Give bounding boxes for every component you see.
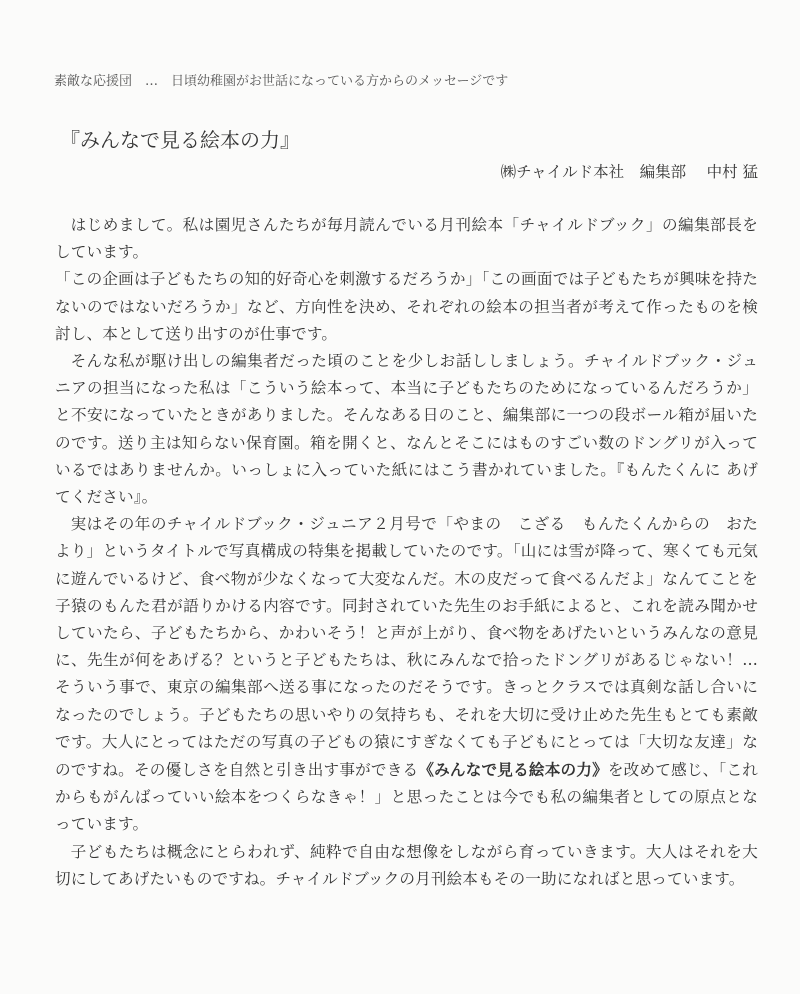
paragraph-monta-story-text: 実はその年のチャイルドブック・ジュニア２月号で「やまの こざる もんたくんからの おたより」というタイトルで写真構成の特集を掲載していたのです。「山には雪が降って、寒くても元気に遊んでいるけど、食べ物が少なくなって大変なんだ。木の皮だって食べるんだよ」なんてことを子猿のもんた君が語りかける内容です。同封されていた先生のお手紙によると、これを読み聞かせしていたら、子どもたちから、かわいそう！と声が上がり、食べ物をあげたいというみんなの意見に、先生が何をあげる？というと子どもたちは、秋にみんなで拾ったドングリがあるじゃない！…そういう事で、東京の編集部へ送る事になったのだそうです。きっとクラスでは真剣な話し合いになったのでしょう。子どもたちの思いやりの気持ちも、それを大切に受け止めた先生もとても素敵です。大人にとってはただの写真の子どもの猿にすぎなくても子どもにとっては「大切な友達」なのですね。その優しさを自然と引き出す事ができる: [55, 515, 758, 780]
section-header: 素敵な応援団 … 日頃幼稚園がお世話になっている方からのメッセージです: [54, 74, 509, 89]
paragraph-monta-story: [55, 511, 758, 838]
paragraph-job-description: 「この企画は子どもたちの知的好奇心を刺激するだろうか」「この画面では子どもたちが興味を持たないのではないだろうか」など、方向性を決め、それぞれの絵本の担当者が考えて作ったものを検討し、本として送り出すのが仕事です。: [55, 270, 758, 343]
article-title: 『みんなで見る絵本の力』: [60, 128, 300, 152]
paragraph-introduction: はじめまして。私は園児さんたちが毎月読んでいる月刊絵本「チャイルドブック」の編集部長をしています。: [55, 216, 758, 262]
paragraph-closing: 子どもたちは概念にとらわれず、純粋で自由な想像をしながら育っていきます。大人はそれを大切にしてあげたいものですね。チャイルドブックの月刊絵本もその一助になればと思っています。: [55, 842, 758, 888]
author-byline: ㈱チャイルド本社 編集部 中村 猛: [500, 163, 758, 181]
emphasis-picture-book-power: 《みんなで見る絵本の力》: [418, 760, 608, 780]
paragraph-monta-story-conclusion: を改めて感じ、「これからもがんばっていい絵本をつくらなきゃ！」と思ったことは今でも私の編集者としての原点となっています。: [55, 761, 759, 834]
paragraph-acorn-box: そんな私が駆け出しの編集者だった頃のことを少しお話ししましょう。チャイルドブック・ジュニアの担当になった私は「こういう絵本って、本当に子どもたちのためになっているんだろうか」と不安になっていたときがありました。そんなある日のこと、編集部に一つの段ボール箱が届いたのです。送り主は知らない保育園。箱を開くと、なんとそこにはものすごい数のドングリが入っているではありませんか。いっしょに入っていた紙にはこう書かれていました。『もんたくんに あげてください』。: [55, 352, 758, 507]
article-body: [55, 212, 758, 893]
